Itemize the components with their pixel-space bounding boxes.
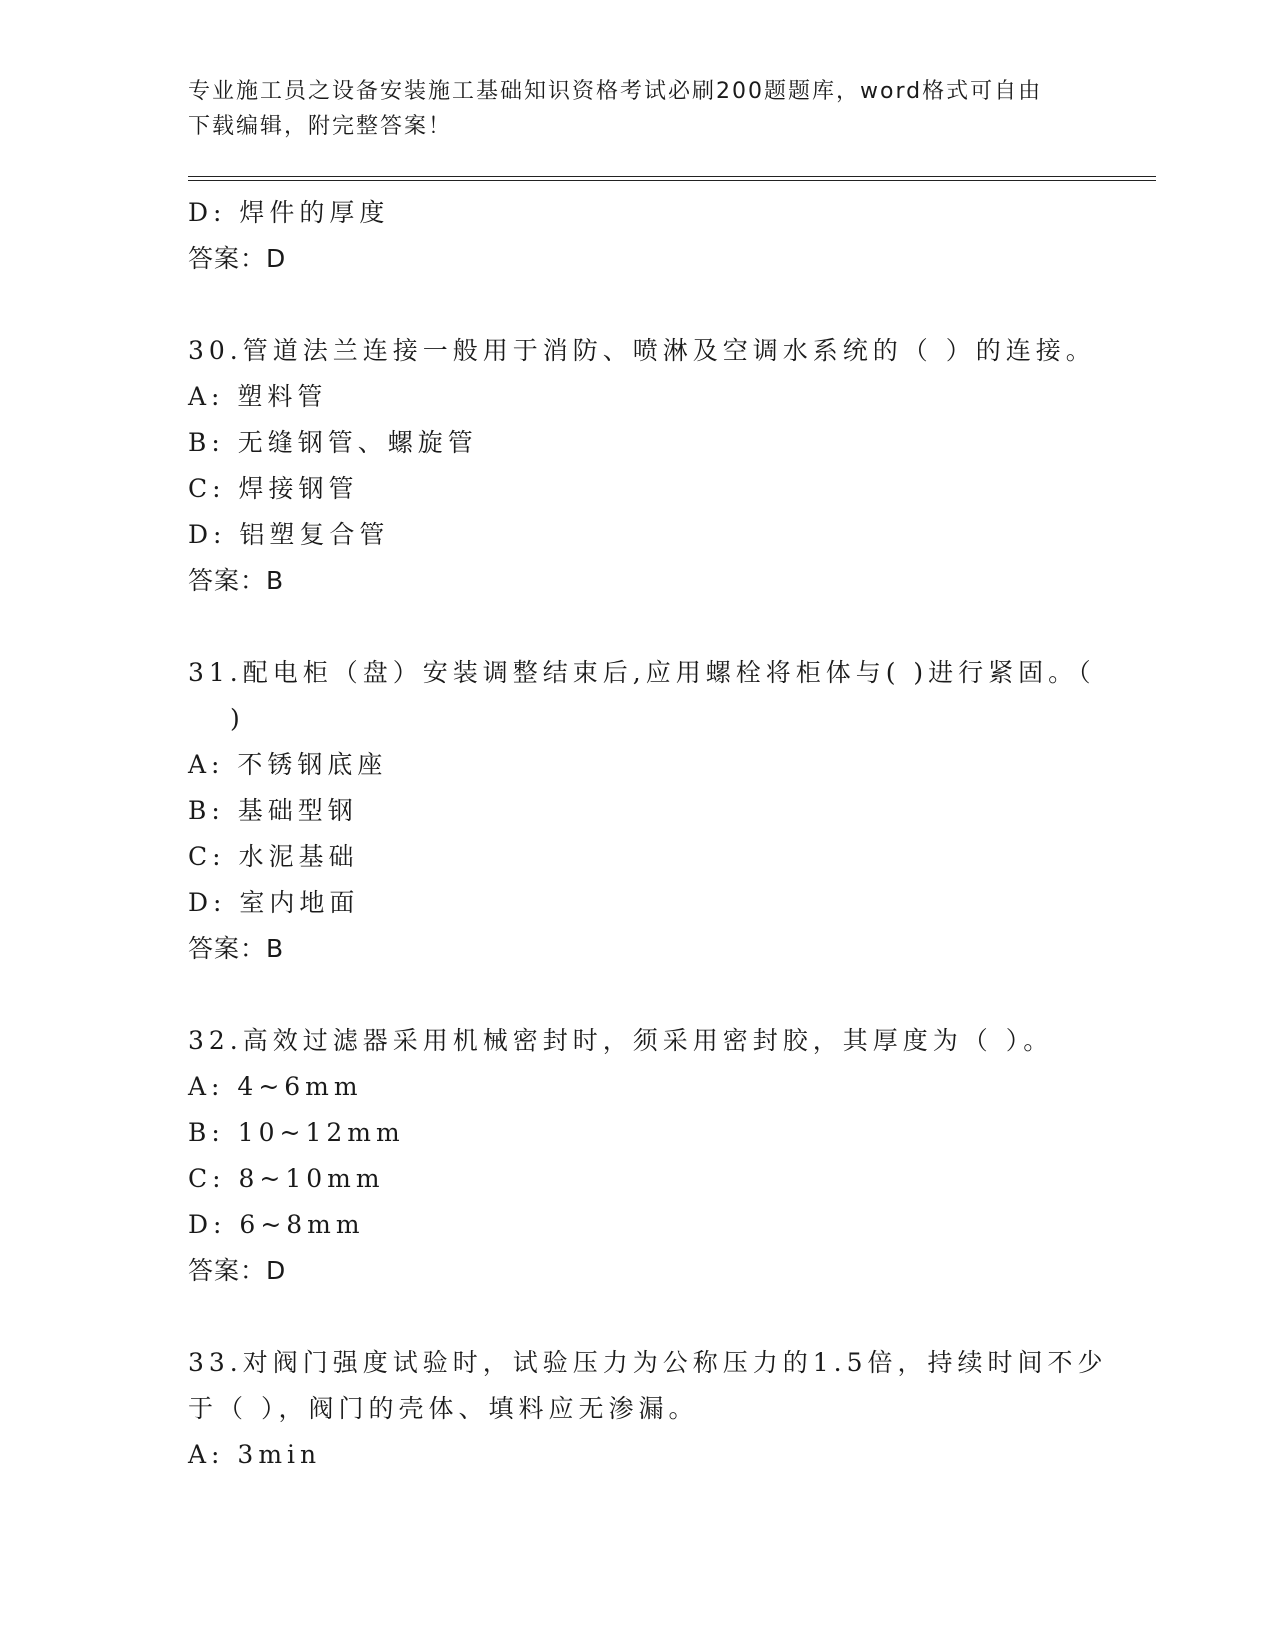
prev-answer: 答案：D: [188, 244, 287, 273]
option-d: D: 铝塑复合管: [188, 520, 390, 549]
answer: 答案：B: [188, 566, 285, 595]
question-stem: 33.对阀门强度试验时，试验压力为公称压力的1.5倍，持续时间不少: [188, 1348, 1108, 1377]
option-a: A: 不锈钢底座: [188, 750, 388, 779]
prev-option-d: D: 焊件的厚度: [188, 198, 390, 227]
question-30: [188, 328, 1096, 604]
question-stem: 32.高效过滤器采用机械密封时，须采用密封胶，其厚度为（ ）。: [188, 1026, 1054, 1055]
page-header: [188, 74, 1088, 144]
question-stem-continuation: ): [230, 704, 245, 733]
header-divider: [188, 176, 1156, 181]
answer: 答案：B: [188, 934, 285, 963]
option-a: A: 3min: [188, 1440, 322, 1469]
question-32: [188, 1018, 1088, 1294]
option-a: A: 塑料管: [188, 382, 328, 411]
option-c: C: 焊接钢管: [188, 474, 359, 503]
header-line-2: 下载编辑，附完整答案！: [188, 114, 453, 139]
question-31: [188, 650, 1096, 972]
option-b: B: 无缝钢管、螺旋管: [188, 428, 478, 457]
question-stem-line-2: 于（ ），阀门的壳体、填料应无渗漏。: [188, 1394, 699, 1423]
option-d: D: 6~8mm: [188, 1210, 365, 1239]
header-line-1: 专业施工员之设备安装施工基础知识资格考试必刷200题题库，word格式可自由: [188, 79, 1043, 104]
question-list: [188, 190, 1108, 1478]
option-b: B: 10~12mm: [188, 1118, 405, 1147]
answer: 答案：D: [188, 1256, 287, 1285]
option-c: C: 水泥基础: [188, 842, 359, 871]
question-stem: 31.配电柜（盘）安装调整结束后,应用螺栓将柜体与( )进行紧固。（: [188, 658, 1096, 687]
question-33: [188, 1340, 1108, 1478]
option-a: A: 4~6mm: [188, 1072, 363, 1101]
option-d: D: 室内地面: [188, 888, 360, 917]
option-b: B: 基础型钢: [188, 796, 358, 825]
option-c: C: 8~10mm: [188, 1164, 385, 1193]
question-stem: 30.管道法兰连接一般用于消防、喷淋及空调水系统的（ ）的连接。: [188, 336, 1096, 365]
